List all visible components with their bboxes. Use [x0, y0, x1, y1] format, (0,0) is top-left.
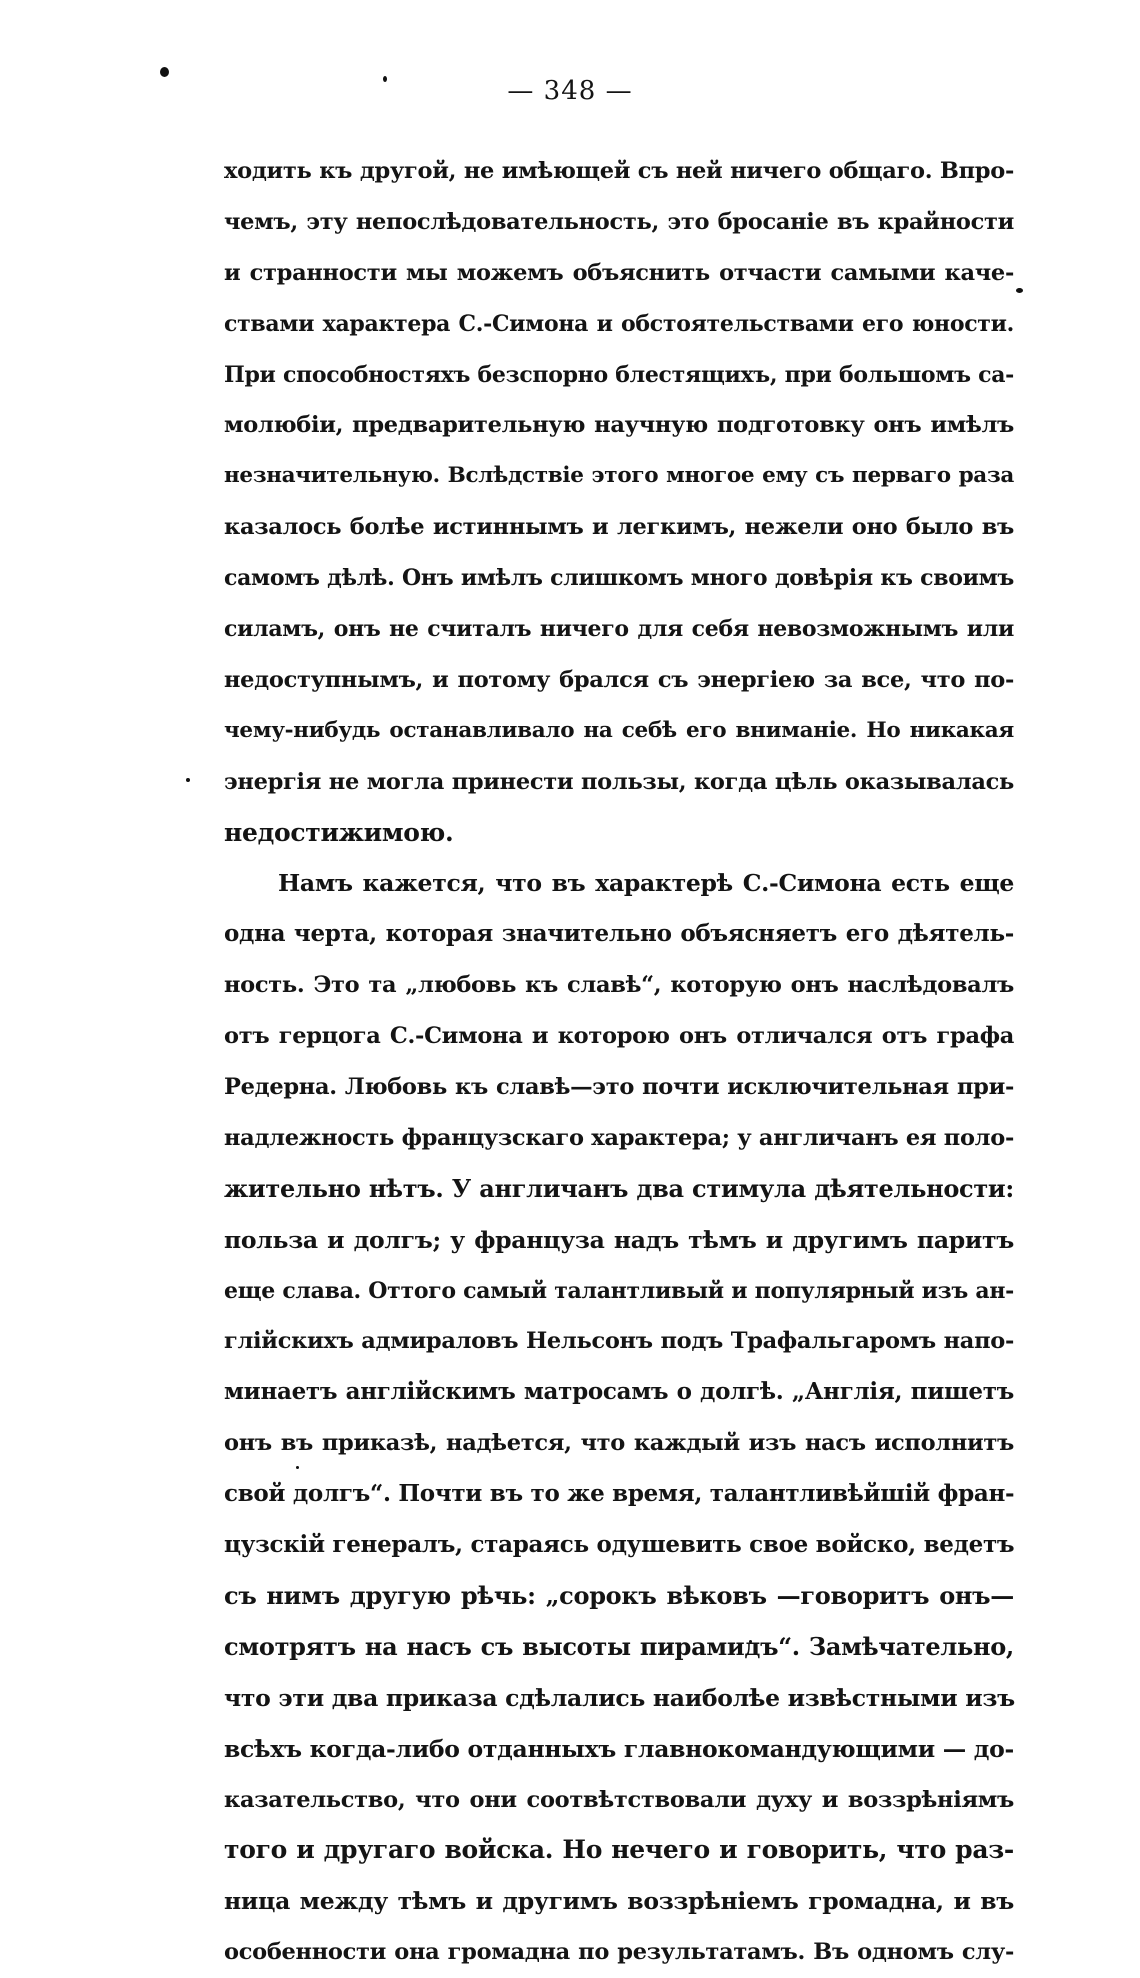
- text-line: силамъ, онъ не считалъ ничего для себя невозможнымъ или: [224, 616, 1014, 643]
- text-line: всѣхъ когда-либо отданныхъ главнокомандующими — до-: [224, 1734, 1014, 1763]
- text-line: самомъ дѣлѣ. Онъ имѣлъ слишкомъ много довѣрія къ своимъ: [224, 565, 1014, 592]
- text-line: онъ въ приказѣ, надѣется, что каждый изъ насъ исполнитъ: [224, 1430, 1014, 1457]
- text-line: жительно нѣтъ. У англичанъ два стимула дѣятельности:: [224, 1173, 1014, 1203]
- text-line: молюбіи, предварительную научную подготовку онъ имѣлъ: [224, 412, 1014, 439]
- text-line: энергія не могла принести пользы, когда цѣль оказывалась: [224, 768, 1014, 795]
- paragraph: [224, 146, 1014, 858]
- text-line: ность. Это та „любовь къ славѣ“, которую онъ наслѣдовалъ: [224, 972, 1014, 999]
- text-line: надлежность французскаго характера; у англичанъ ея поло-: [224, 1124, 1014, 1151]
- text-line: свой долгъ“. Почти въ то же время, талантливѣйшій фран-: [224, 1480, 1015, 1508]
- text-line: ница между тѣмъ и другимъ воззрѣніемъ громадна, и въ: [224, 1887, 1014, 1916]
- text-line: еще слава. Оттого самый талантливый и популярный изъ ан-: [224, 1277, 1014, 1304]
- text-line: минаетъ англійскимъ матросамъ о долгѣ. „Англія, пишетъ: [224, 1378, 1014, 1406]
- text-line: казалось болѣе истиннымъ и легкимъ, нежели оно было въ: [224, 514, 1014, 541]
- text-line: и странности мы можемъ объяснить отчасти самыми каче-: [224, 259, 1014, 286]
- text-line: Редерна. Любовь къ славѣ—это почти исключительная при-: [224, 1074, 1014, 1101]
- scan-speck: [1016, 288, 1023, 293]
- text-line: глійскихъ адмираловъ Нельсонъ подъ Трафальгаромъ напо-: [224, 1328, 1014, 1355]
- text-line: казательство, что они соотвѣтствовали духу и воззрѣніямъ: [224, 1786, 1014, 1813]
- text-line: отъ герцога С.-Симона и которою онъ отличался отъ графа: [224, 1023, 1014, 1050]
- text-line: недостижимою.: [224, 817, 454, 847]
- text-line: одна черта, которая значительно объясняетъ его дѣятель-: [224, 920, 1014, 948]
- paragraph: [224, 858, 1014, 1978]
- text-line: чемъ, эту непослѣдовательность, это бросаніе въ крайности: [224, 208, 1014, 235]
- text-line: незначительную. Вслѣдствіе этого многое ему съ перваго раза: [224, 463, 1014, 489]
- text-line: цузскій генералъ, стараясь одушевить свое войско, ведетъ: [224, 1531, 1015, 1559]
- text-line: съ нимъ другую рѣчь: „сорокъ вѣковъ —говоритъ онъ—: [224, 1580, 1014, 1610]
- text-line: смотрятъ на насъ съ высоты пирамидъ“. Замѣчательно,: [224, 1631, 1014, 1661]
- text-line: ствами характера С.-Симона и обстоятельствами его юности.: [224, 310, 1014, 337]
- text-line: ходить къ другой, не имѣющей съ ней ничего общаго. Впро-: [224, 158, 1014, 184]
- text-line: того и другаго войска. Но нечего и говорить, что раз-: [224, 1835, 1014, 1865]
- text-line: что эти два приказа сдѣлались наиболѣе извѣстными изъ: [224, 1683, 1015, 1712]
- text-line: недоступнымъ, и потому брался съ энергіею за все, что по-: [224, 666, 1014, 693]
- text-line: особенности она громадна по результатамъ. Въ одномъ слу-: [224, 1939, 1014, 1966]
- scan-speck: [186, 778, 190, 782]
- body-text: [224, 146, 1014, 1978]
- text-line: чему-нибудь останавливало на себѣ его вниманіе. Но никакая: [224, 717, 1014, 743]
- text-line: При способностяхъ безспорно блестящихъ, при большомъ са-: [224, 361, 1014, 388]
- text-line: Намъ кажется, что въ характерѣ С.-Симона есть еще: [278, 869, 1014, 898]
- text-line: польза и долгъ; у француза надъ тѣмъ и другимъ паритъ: [224, 1225, 1014, 1254]
- page-number: — 348 —: [507, 76, 633, 106]
